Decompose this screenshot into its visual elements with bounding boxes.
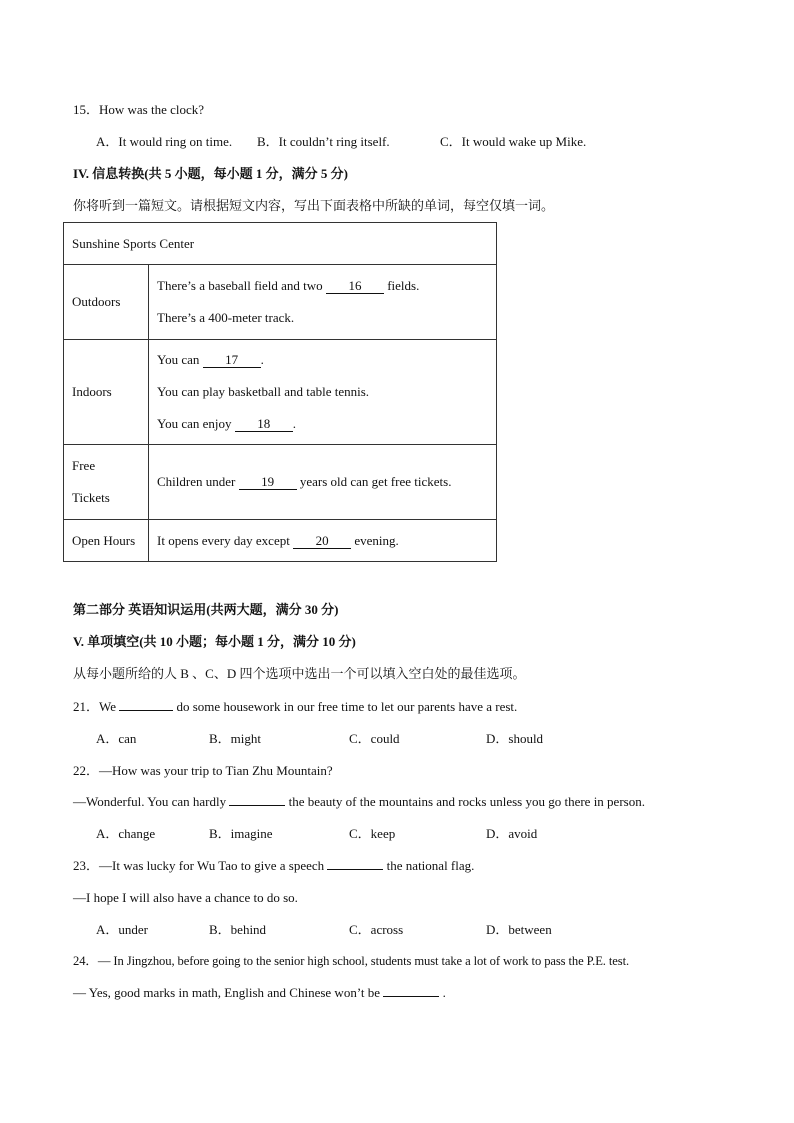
q24-line1: 24．— In Jingzhou, before going to the senior high school, students must take a lot of work to pass the P.E. test. [73,954,630,968]
row-label: Free Tickets [64,445,149,520]
q15-question: 15．How was the clock? [73,102,205,117]
table-row [64,520,497,562]
answer-blank-21[interactable] [119,710,173,711]
row-line: Children under 19 years old can get free tickets. [157,474,452,489]
q22-option-a: A．change [96,826,156,841]
row-line: There’s a 400-meter track. [157,310,295,325]
q23-option-d: D．between [486,922,552,937]
answer-blank-24[interactable] [383,996,439,997]
table-title: Sunshine Sports Center [64,223,497,265]
q21-option-b: B．might [209,731,262,746]
q22-option-d: D．avoid [486,826,538,841]
q23-option-c: C．across [349,922,404,937]
q23-line2: —I hope I will also have a chance to do so. [73,890,298,905]
q22-line2: —Wonderful. You can hardly the beauty of the mountains and rocks unless you go there in person. [73,794,645,809]
q21-option-c: C．could [349,731,400,746]
answer-blank-17[interactable]: 17 [203,353,261,368]
section4-instruction: 你将听到一篇短文。请根据短文内容，写出下面表格中所缺的单词，每空仅填一词。 [73,198,555,213]
row-line: You can play basketball and table tennis. [157,384,370,399]
part2-heading: 第二部分 英语知识运用(共两大题，满分 30 分) [73,602,339,617]
info-table [63,222,497,562]
table-row [64,445,497,520]
row-line: You can enjoy 18 . [157,416,297,431]
row-line: It opens every day except 20 evening. [157,532,399,548]
row-label: Indoors [64,340,149,445]
q22-line1: 22．—How was your trip to Tian Zhu Mountain? [73,763,333,778]
row-label: Outdoors [64,265,149,340]
q21-stem: 21．We do some housework in our free time to let our parents have a rest. [73,699,518,714]
section5-heading: V. 单项填空(共 10 小题；每小题 1 分，满分 10 分) [73,634,356,649]
answer-blank-16[interactable]: 16 [326,279,384,294]
q15-option-c: C．It would wake up Mike. [440,134,587,149]
row-line: You can 17 . [157,352,264,367]
section5-instruction: 从每小题所给的人 B 、C、D 四个选项中选出一个可以填入空白处的最佳选项。 [73,666,526,681]
row-line: There’s a baseball field and two 16 fields. [157,278,420,293]
q22-option-b: B．imagine [209,826,273,841]
row-label: Open Hours [64,520,149,562]
answer-blank-23[interactable] [327,869,383,870]
answer-blank-22[interactable] [229,805,285,806]
answer-blank-19[interactable]: 19 [239,475,297,490]
answer-blank-18[interactable]: 18 [235,417,293,432]
q23-option-b: B．behind [209,922,267,937]
q15-option-a: A．It would ring on time. [96,134,233,149]
q21-option-d: D．should [486,731,544,746]
section4-heading: IV. 信息转换(共 5 小题，每小题 1 分，满分 5 分) [73,166,348,181]
q21-option-a: A．can [96,731,137,746]
q23-option-a: A．under [96,922,148,937]
table-row [64,265,497,340]
answer-blank-20[interactable]: 20 [293,534,351,549]
q23-line1: 23．—It was lucky for Wu Tao to give a speech the national flag. [73,858,475,873]
q15-option-b: B．It couldn’t ring itself. [257,134,390,149]
q22-option-c: C．keep [349,826,396,841]
table-row [64,340,497,445]
q24-line2: — Yes, good marks in math, English and Chinese won’t be . [73,985,446,1000]
